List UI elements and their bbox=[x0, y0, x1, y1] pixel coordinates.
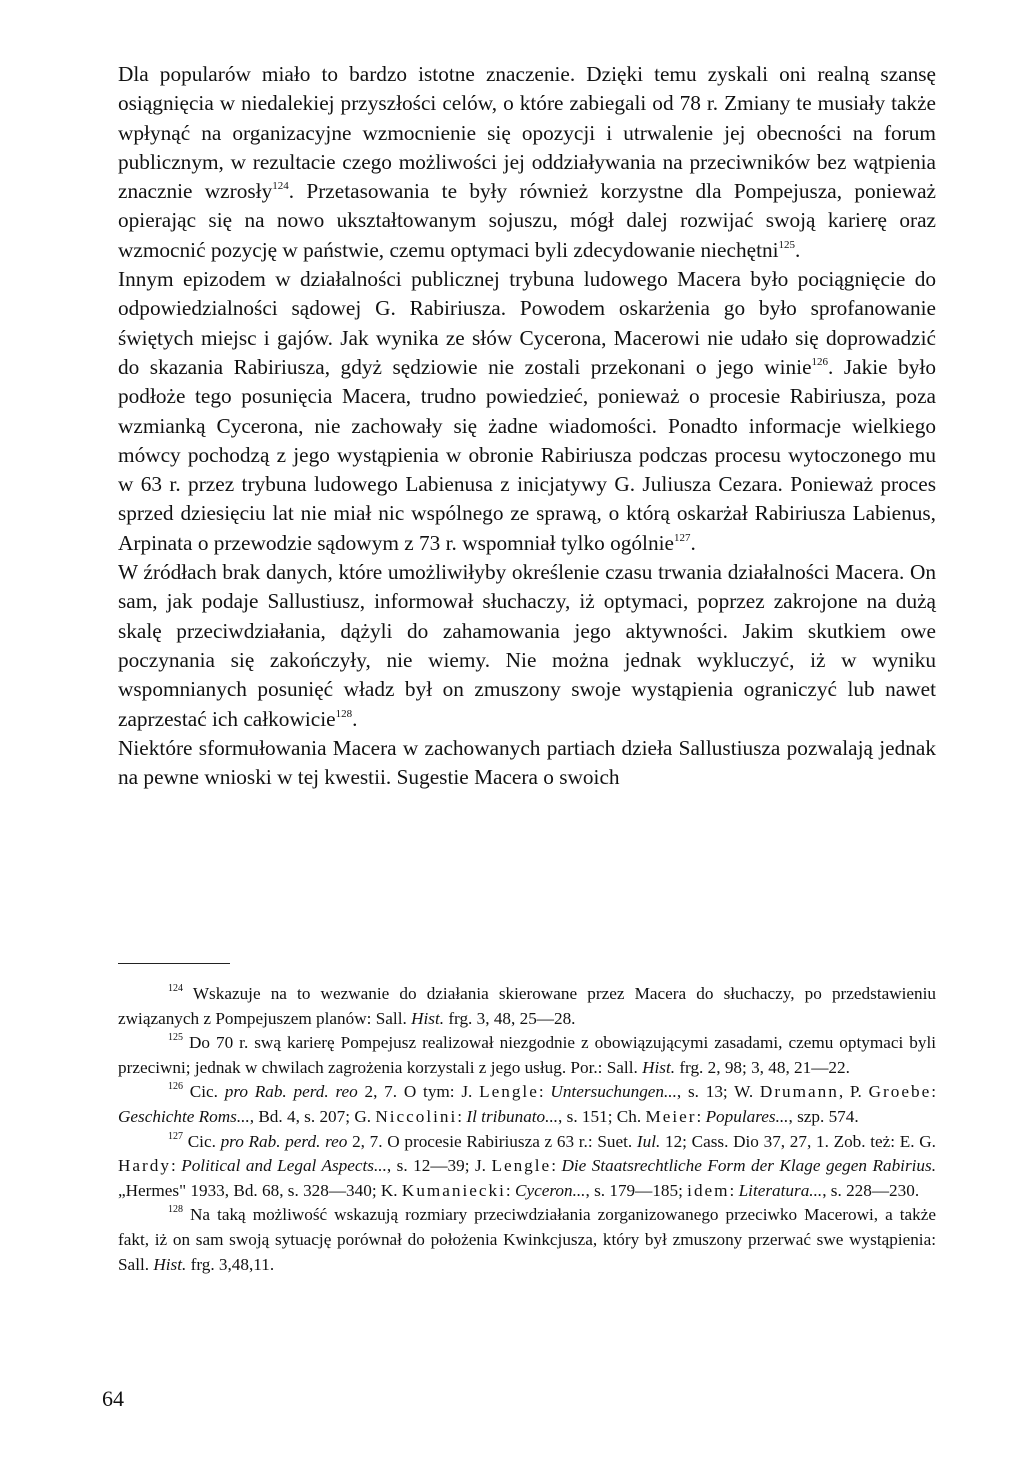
footnote-number: 128 bbox=[168, 1204, 183, 1216]
main-text bbox=[118, 60, 936, 792]
footnote-number: 125 bbox=[168, 1032, 183, 1044]
footnote-ref-124[interactable]: 124 bbox=[272, 180, 289, 193]
footnote-ref-126[interactable]: 126 bbox=[811, 355, 829, 368]
footnote-ref-125[interactable]: 125 bbox=[778, 238, 796, 251]
footnote-number: 124 bbox=[168, 983, 183, 994]
footnote-ref-128[interactable]: 128 bbox=[335, 707, 353, 720]
footnote-ref-127[interactable]: 127 bbox=[673, 531, 691, 544]
footnote-number: 126 bbox=[168, 1081, 183, 1093]
footnote-127: $^{127}$ Cic. pro Rab. perd. reo 2, 7. O procesie Rabiriusza z 63 r.: Suet. Iul. 12; Cass. Dio 37, 27, 1. Zob. też: E. G. Hardy: Political and Legal Aspects..., s. 12—39; J. Lengle: Die Staatsrechtliche Form der Klage gegen Rabirius. „Hermes" 1933, Bd. 68, s. 328—340; K. Kumaniecki: Cyceron..., s. 179—185; idem: Literatura..., s. 228—230. bbox=[118, 1130, 936, 1200]
footnote-124: $^{124}$ Wskazuje na to wezwanie do działania skierowane przez Macera do słuchaczy, po przedstawieniu związanych z Pompejuszem planów: Sall. Hist. frg. 3, 48, 25—28. bbox=[118, 983, 936, 1028]
footnote-divider bbox=[118, 963, 230, 964]
footnote-number: 127 bbox=[168, 1130, 183, 1142]
paragraph-2: Innym epizodem w działalności publicznej trybuna ludowego Macera było pociągnięcie do odpowiedzialności sądowej G. Rabiriusza. Powodem oskarżenia go było sprofanowanie świętych miejsc i gajów. Jak wynika ze słów Cycerona, Macerowi nie udało się doprowadzić do skazania Rabiriusza, gdyż sędziowie nie zostali przekonani o jego winie$^{126}$. Jakie było podłoże tego posunięcia Macera, trudno powiedzieć, ponieważ o procesie Rabiriusza, poza wzmianką Cycerona, nie zachowały się żadne wiadomości. Ponadto informacje wielkiego mówcy pochodzą z jego wystąpienia w obronie Rabiriusza podczas procesu wytoczonego mu w 63 r. przez trybuna ludowego Labienusa z inicjatywy G. Juliusza Cezara. Ponieważ proces sprzed dziesięciu lat nie miał nic wspólnego ze sprawą, o którą oskarżał Rabiriusza Labienus, Arpinata o przewodzie sądowym z 73 r. wspomniał tylko ogólnie$^{127}$. bbox=[118, 267, 936, 555]
footnote-128: $^{128}$ Na taką możliwość wskazują rozmiary przeciwdziałania zorganizowanego przeciwko Macerowi, a także fakt, iż on sam swoją sytuację porównał do położenia Kwinkcjusza, który był zmuszony przerwać swe wystąpienia: Sall. Hist. frg. 3,48,11. bbox=[118, 1204, 936, 1274]
paragraph-3: W źródłach brak danych, które umożliwiłyby określenie czasu trwania działalności Macera. On sam, jak podaje Sallustiusz, informował słuchaczy, iż optymaci, poprzez zakrojone na dużą skalę przeciwdziałania, dążyli do zahamowania jego aktywności. Jakim skutkiem owe poczynania się zakończyły, nie wiemy. Nie można jednak wykluczyć, iż w wyniku wspomnianych posunięć władz był on zmuszony swoje wystąpienia ograniczyć lub nawet zaprzestać ich całkowicie$^{128}$. bbox=[118, 560, 936, 731]
footnote-126: $^{126}$ Cic. pro Rab. perd. reo 2, 7. O tym: J. Lengle: Untersuchungen..., s. 13; W. Drumann, P. Groebe: Geschichte Roms..., Bd. 4, s. 207; G. Niccolini: Il tribunato..., s. 151; Ch. Meier: Populares..., szp. 574. bbox=[118, 1081, 937, 1126]
paragraph-1: Dla popularów miało to bardzo istotne znaczenie. Dzięki temu zyskali oni realną szansę osiągnięcia w niedalekiej przyszłości celów, o które zabiegali od 78 r. Zmiany te musiały także wpłynąć na organizacyjne wzmocnienie się opozycji i utrwalenie jej obecności na forum publicznym, w rezultacie czego możliwości jej oddziaływania na przeciwników bez wątpienia znacznie wzrosły$^{124}$. Przetasowania te były również korzystne dla Pompejusza, ponieważ opierając się na nowo ukształtowanym sojuszu, mógł dalej rozwijać swoją karierę oraz wzmocnić pozycję w państwie, czemu optymaci byli zdecydowanie niechętni$^{125}$. bbox=[118, 62, 936, 262]
footnote-125: $^{125}$ Do 70 r. swą karierę Pompejusz realizował niezgodnie z obowiązującymi zasadami, czemu optymaci byli przeciwni; jednak w chwilach zagrożenia korzystali z jego usług. Por.: Sall. Hist. frg. 2, 98; 3, 48, 21—22. bbox=[118, 1032, 936, 1077]
page-number: 64 bbox=[102, 1386, 124, 1411]
footnotes bbox=[118, 982, 936, 1277]
paragraph-4: Niektóre sformułowania Macera w zachowanych partiach dzieła Sallustiusza pozwalają jednak na pewne wnioski w tej kwestii. Sugestie Macera o swoich bbox=[118, 735, 936, 790]
